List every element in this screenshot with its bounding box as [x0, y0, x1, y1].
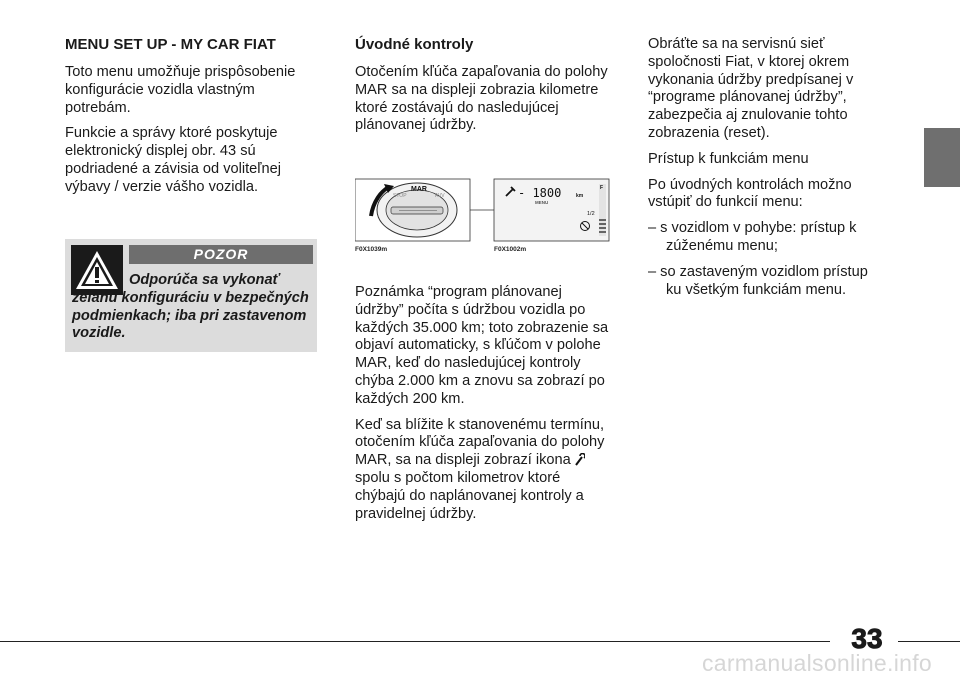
section-heading-initial-checks: Úvodné kontroly — [355, 36, 474, 53]
svg-text:1/2: 1/2 — [587, 211, 595, 217]
list-item: – s vozidlom v pohybe: prístup k zúženému menu; — [648, 220, 857, 254]
paragraph-menu-access: Prístup k funkciám menu — [648, 150, 809, 167]
footer-divider — [0, 641, 830, 642]
paragraph-approaching-service: Keď sa blížite k stanovenému termínu, otočením kľúča zapaľovania do polohy MAR, sa na displeji zobrazí ikona spolu s počtom kilometrov ktoré chýbajú do naplánovanej kontroly a pravidelnej údržby. — [355, 416, 605, 522]
figure-key-and-display — [355, 176, 615, 258]
column-middle — [355, 36, 610, 143]
paragraph-service-network: Obráťte sa na servisnú sieť spoločnosti Fiat, v ktorej okrem vykonania údržby predpísanej v “programe plánovanej údržby”, zabezpečia aj znulovanie tohto zobrazenia (reset). — [648, 36, 854, 141]
svg-text:F: F — [600, 185, 604, 191]
paragraph-menu-functions: Funkcie a správy ktoré poskytuje elektronický displej obr. 43 sú podriadené a závisia od voliteľnej výbavy / verzie vášho vozidla. — [65, 125, 282, 195]
svg-text:MAR: MAR — [411, 186, 427, 193]
column-right — [648, 36, 880, 307]
column-left — [65, 36, 317, 205]
svg-text:- 1800: - 1800 — [518, 186, 562, 200]
chapter-tab-marker — [924, 128, 960, 187]
watermark: carmanualsonline.info — [701, 650, 932, 676]
footer-divider-right — [898, 641, 960, 642]
page-number: 33 — [851, 623, 883, 654]
svg-text:STOP: STOP — [393, 193, 407, 199]
paragraph-maintenance-note: Poznámka “program plánovanej údržby” počíta s údržbou vozidla po každých 35.000 km; toto zobrazenie sa objaví automaticky, s kľúčom v polohe MAR, keď do nasledujúcej kontroly chýba 2.000 km a znovu sa zobrazí po každých 200 km. — [355, 284, 609, 407]
warning-title: POZOR — [129, 245, 313, 264]
warning-box — [65, 239, 317, 352]
ignition-key-illustration — [355, 179, 470, 241]
warning-text: Odporúča sa vykonať želanú konfiguráciu v bezpečných podmienkach; iba pri zastavenom vozidle. — [72, 272, 309, 342]
instrument-display-illustration — [494, 179, 609, 241]
paragraph-initial-checks: Otočením kľúča zapaľovania do polohy MAR sa na displeji zobrazia kilometre ktoré zostávajú do nasledujúcej plánovanej údržby. — [355, 64, 608, 134]
svg-text:AVV: AVV — [435, 193, 445, 199]
svg-text:MENU: MENU — [535, 200, 549, 205]
figure-caption-key: F0X1039m — [355, 246, 388, 253]
section-heading-menu-setup: MENU SET UP - MY CAR FIAT — [65, 36, 276, 53]
figure-illustration — [355, 176, 615, 258]
wrench-icon — [575, 453, 585, 466]
figure-caption-display: F0X1002m — [494, 246, 527, 253]
svg-text:km: km — [576, 193, 584, 199]
list-item: – so zastaveným vozidlom prístup ku všetkým funkciám menu. — [648, 263, 868, 298]
column-middle-lower — [355, 284, 610, 531]
paragraph-after-checks: Po úvodných kontrolách možno vstúpiť do funkcií menu: — [648, 176, 852, 211]
paragraph-menu-intro: Toto menu umožňuje prispôsobenie konfigurácie vozidla vlastným potrebám. — [65, 64, 296, 116]
